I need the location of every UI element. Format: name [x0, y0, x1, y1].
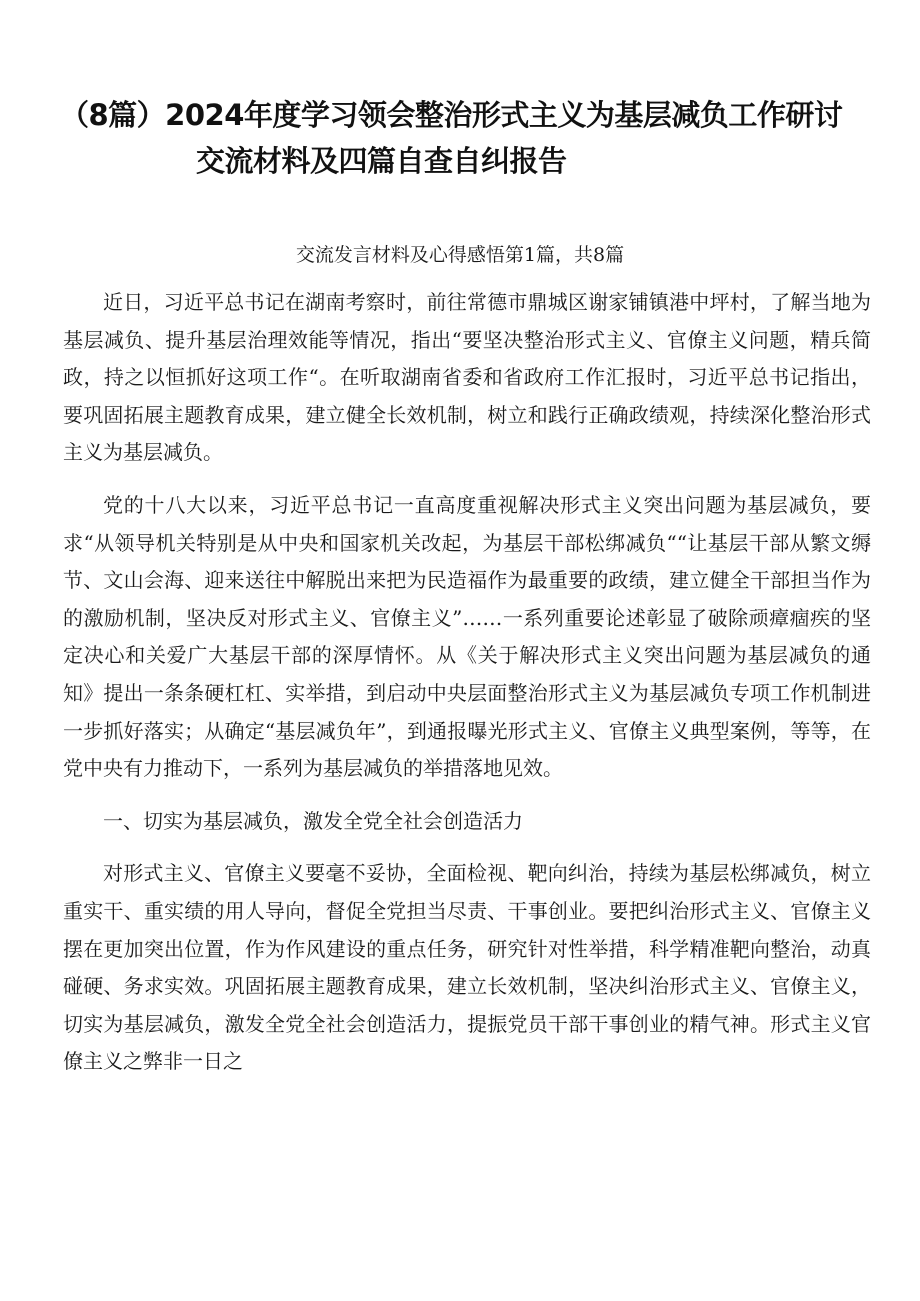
paragraph-1: 近日，习近平总书记在湖南考察时，前往常德市鼎城区谢家铺镇港中坪村，了解当地为基层减负、提升基层治理效能等情况，指出“要坚决整治形式主义、官僚主义问题，精兵简政，持之以恒抓好这项工作“。在听取湖南省委和省政府工作汇报时，习近平总书记指出，要巩固拓展主题教育成果，建立健全长效机制，树立和践行正确政绩观，持续深化整治形式主义为基层减负。 [63, 290, 871, 465]
section-heading-1: 一、切实为基层减负，激发全党全社会创造活力 [103, 808, 523, 833]
document-title [60, 92, 880, 184]
document-body [63, 284, 871, 1081]
title-line-2: 交流材料及四篇自查自纠报告 [196, 144, 567, 178]
paragraph-3: 对形式主义、官僚主义要毫不妥协，全面检视、靶向纠治，持续为基层松绑减负，树立重实干、重实绩的用人导向，督促全党担当尽责、干事创业。要把纠治形式主义、官僚主义摆在更加突出位置，作为作风建设的重点任务，研究针对性举措，科学精准靶向整治，动真碰硬、务求实效。巩固拓展主题教育成果，建立长效机制，坚决纠治形式主义、官僚主义，切实为基层减负，激发全党全社会创造活力，提振党员干部干事创业的精气神。形式主义官僚主义之弊非一日之 [63, 861, 871, 1074]
title-line-1: （8篇）2024年度学习领会整治形式主义为基层减负工作研讨 [60, 98, 843, 132]
paragraph-2: 党的十八大以来，习近平总书记一直高度重视解决形式主义突出问题为基层减负，要求“从领导机关特别是从中央和国家机关改起，为基层干部松绑减负““让基层干部从繁文缛节、文山会海、迎来送往中解脱出来把为民造福作为最重要的政绩，建立健全干部担当作为的激励机制，坚决反对形式主义、官僚主义”……一系列重要论述彰显了破除顽瘴痼疾的坚定决心和关爱广大基层干部的深厚情怀。从《关于解决形式主义突出问题为基层减负的通知》提出一条条硬杠杠、实举措，到启动中央层面整治形式主义为基层减负专项工作机制进一步抓好落实；从确定“基层减负年”，到通报曝光形式主义、官僚主义典型案例，等等，在党中央有力推动下，一系列为基层减负的举措落地见效。 [63, 492, 871, 781]
section-subtitle: 交流发言材料及心得感悟第1篇，共8篇 [295, 244, 625, 266]
